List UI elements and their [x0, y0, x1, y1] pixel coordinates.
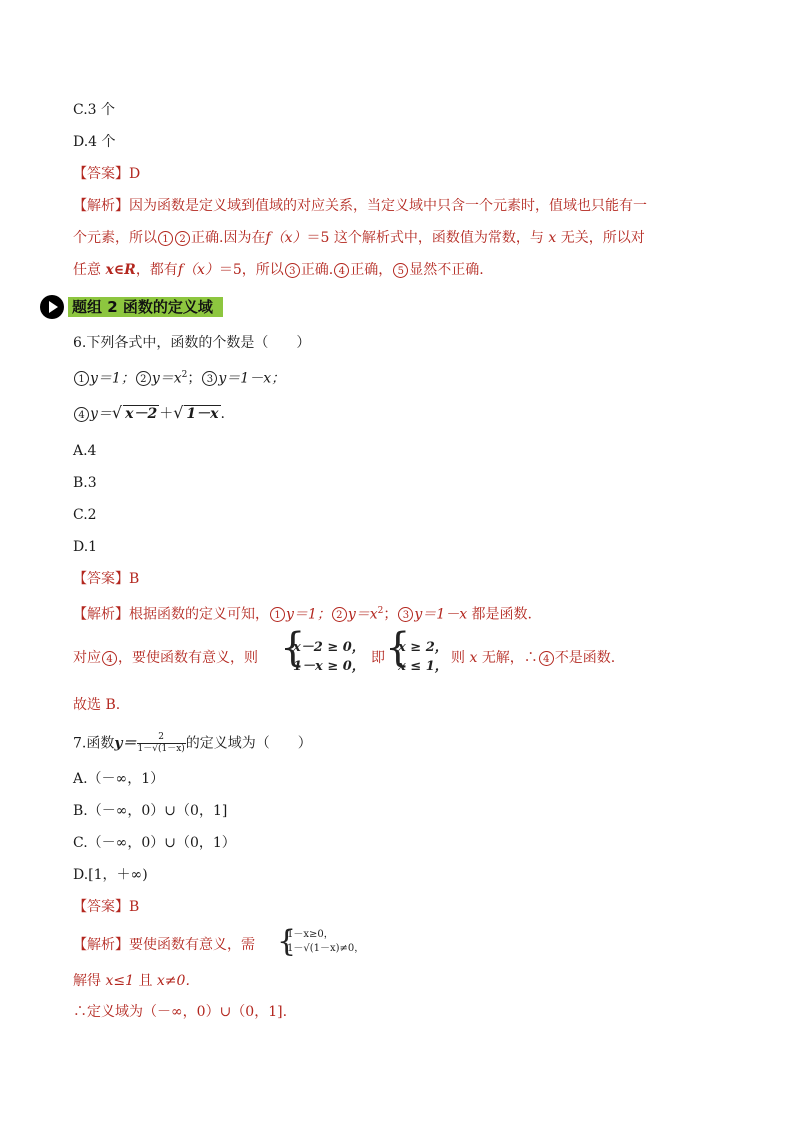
system-row: x ≤ 1， — [398, 659, 448, 674]
circled-number: 1 — [74, 371, 89, 386]
numerator: 2 — [137, 732, 186, 744]
q6-analysis-line-2 — [73, 625, 713, 680]
text: 不是函数. — [554, 650, 616, 666]
q5-analysis-line-1 — [73, 196, 647, 216]
text: 7.函数 — [73, 735, 115, 752]
text: 的定义域为（ ） — [185, 735, 312, 752]
analysis-tag: 【解析】 — [73, 198, 129, 214]
text: ＝5 这个解析式中，函数值为常数，与 — [306, 230, 544, 246]
q7-option-b: B.（－∞，0）∪（0，1] — [73, 803, 228, 819]
radical-icon: √ — [111, 403, 123, 422]
system — [287, 928, 364, 956]
q7-option-c: C.（－∞，0）∪（0，1） — [73, 835, 236, 851]
q7-analysis-line-3: ∴定义域为（－∞，0）∪（0，1]. — [73, 1004, 288, 1020]
circled-number: 3 — [202, 371, 217, 386]
text: 显然不正确. — [409, 262, 484, 278]
text-group — [451, 647, 615, 667]
q7-analysis-line-2 — [73, 971, 190, 991]
text: 正确.因为在 — [191, 230, 266, 246]
system-row: 1－x ≥ 0， — [293, 659, 365, 674]
q6-stem: 6.下列各式中，函数的个数是（ ） — [73, 335, 311, 351]
system-row: x ≥ 2， — [398, 640, 448, 655]
formula: y＝1； — [286, 606, 331, 623]
period: . — [220, 406, 225, 422]
circled-number: 2 — [175, 231, 190, 246]
analysis-tag: 【解析】 — [73, 937, 129, 953]
text-group — [73, 934, 255, 954]
text: 无解，∴ — [481, 650, 538, 666]
q5-option-d: D.4 个 — [73, 134, 116, 150]
circled-number: 4 — [334, 263, 349, 278]
text: 正确. — [300, 262, 334, 278]
circled-number: 3 — [398, 607, 413, 622]
left-brace-icon: { — [385, 625, 411, 671]
text: ＝5，所以 — [218, 262, 284, 278]
left-brace-icon: { — [280, 625, 306, 671]
q6-option-c: C.2 — [73, 507, 97, 523]
variable-x: x — [469, 650, 478, 666]
formula: y＝ — [90, 406, 112, 422]
radicand: 1－x — [186, 406, 219, 422]
text: 根据函数的定义可知， — [129, 606, 269, 623]
answer-value: B — [129, 899, 140, 915]
separator: ； — [383, 606, 398, 623]
formula: y＝1－x — [414, 606, 468, 623]
exponent: 2 — [181, 370, 188, 380]
answer-tag: 【答案】 — [73, 166, 129, 182]
q6-option-a: A.4 — [73, 443, 97, 459]
text: 则 — [451, 650, 465, 666]
q7-option-a: A.（－∞，1） — [73, 771, 165, 787]
q7-answer — [73, 897, 139, 917]
formula: y＝1－x； — [218, 370, 286, 387]
q5-analysis-line-2 — [73, 228, 645, 248]
text: 都是函数. — [471, 606, 532, 623]
system-2 — [398, 638, 448, 676]
formula: y＝1； — [90, 370, 135, 387]
denominator: 1－√(1－x) — [137, 744, 185, 754]
formula: x≤1 — [105, 973, 134, 989]
q6-analysis-line-1 — [73, 601, 532, 625]
text: 即 — [371, 650, 385, 666]
text: 解得 — [73, 973, 101, 989]
q7-option-d: D.[1，＋∞) — [73, 867, 148, 883]
section-title: 题组 2 函数的定义域 — [68, 297, 223, 317]
formula: y＝x — [151, 370, 182, 387]
circled-number: 4 — [74, 407, 89, 422]
x-in-r: x∈R — [105, 262, 136, 278]
play-arrow-icon — [40, 295, 64, 319]
system-1 — [293, 638, 365, 676]
text: 对应 — [73, 650, 101, 666]
text-group — [73, 647, 258, 667]
formula: y＝x — [347, 606, 378, 623]
circled-number: 3 — [285, 263, 300, 278]
text: ，要使函数有意义，则 — [118, 650, 258, 666]
q7-analysis-line-1 — [73, 926, 473, 962]
circled-number: 1 — [158, 231, 173, 246]
fraction — [137, 732, 186, 755]
answer-tag: 【答案】 — [73, 571, 129, 587]
circled-number: 2 — [332, 607, 347, 622]
text: 正确， — [350, 262, 393, 278]
circled-number: 5 — [393, 263, 408, 278]
system-row: x－2 ≥ 0， — [293, 640, 365, 655]
radical-icon: √ — [173, 403, 184, 422]
q5-answer — [73, 164, 140, 184]
radicand: x－2 — [125, 406, 158, 422]
system-row: 1－x≥0， — [287, 929, 334, 940]
text: ，都有 — [135, 262, 178, 278]
answer-tag: 【答案】 — [73, 899, 129, 915]
text: 任意 — [73, 262, 101, 278]
circled-number: 1 — [270, 607, 285, 622]
formula: x≠0. — [156, 973, 190, 989]
circled-number: 4 — [102, 651, 117, 666]
exponent: 2 — [377, 606, 384, 616]
q5-analysis-line-3 — [73, 260, 484, 280]
left-brace-icon: { — [277, 924, 297, 959]
separator: ； — [187, 370, 202, 387]
q6-option-d: D.1 — [73, 539, 98, 555]
q6-conclusion: 故选 B. — [73, 697, 121, 713]
q7-stem — [73, 732, 312, 755]
q5-option-c: C.3 个 — [73, 102, 116, 118]
section-header — [40, 295, 250, 319]
function-expr: f（x） — [265, 230, 307, 246]
system-row: 1－√(1－x)≠0， — [287, 943, 365, 954]
plus-sign: ＋ — [159, 406, 174, 422]
function-expr: f（x） — [177, 262, 219, 278]
analysis-text: 因为函数是定义域到值域的对应关系，当定义域中只含一个元素时，值域也只能有一 — [129, 198, 647, 214]
q6-formulas-1 — [73, 365, 285, 389]
text: 要使函数有意义，需 — [129, 937, 255, 953]
q6-answer — [73, 569, 139, 589]
circled-number: 2 — [136, 371, 151, 386]
text: 且 — [138, 973, 153, 989]
variable-x: x — [548, 230, 557, 246]
answer-value: D — [129, 166, 141, 182]
text: 无关，所以对 — [560, 230, 645, 246]
answer-value: B — [129, 571, 140, 587]
analysis-tag: 【解析】 — [73, 606, 129, 623]
circled-number: 4 — [539, 651, 554, 666]
text: 个元素，所以 — [73, 230, 157, 246]
q6-option-b: B.3 — [73, 475, 97, 491]
formula: y＝ — [114, 735, 137, 752]
q6-formula-4 — [73, 403, 225, 424]
